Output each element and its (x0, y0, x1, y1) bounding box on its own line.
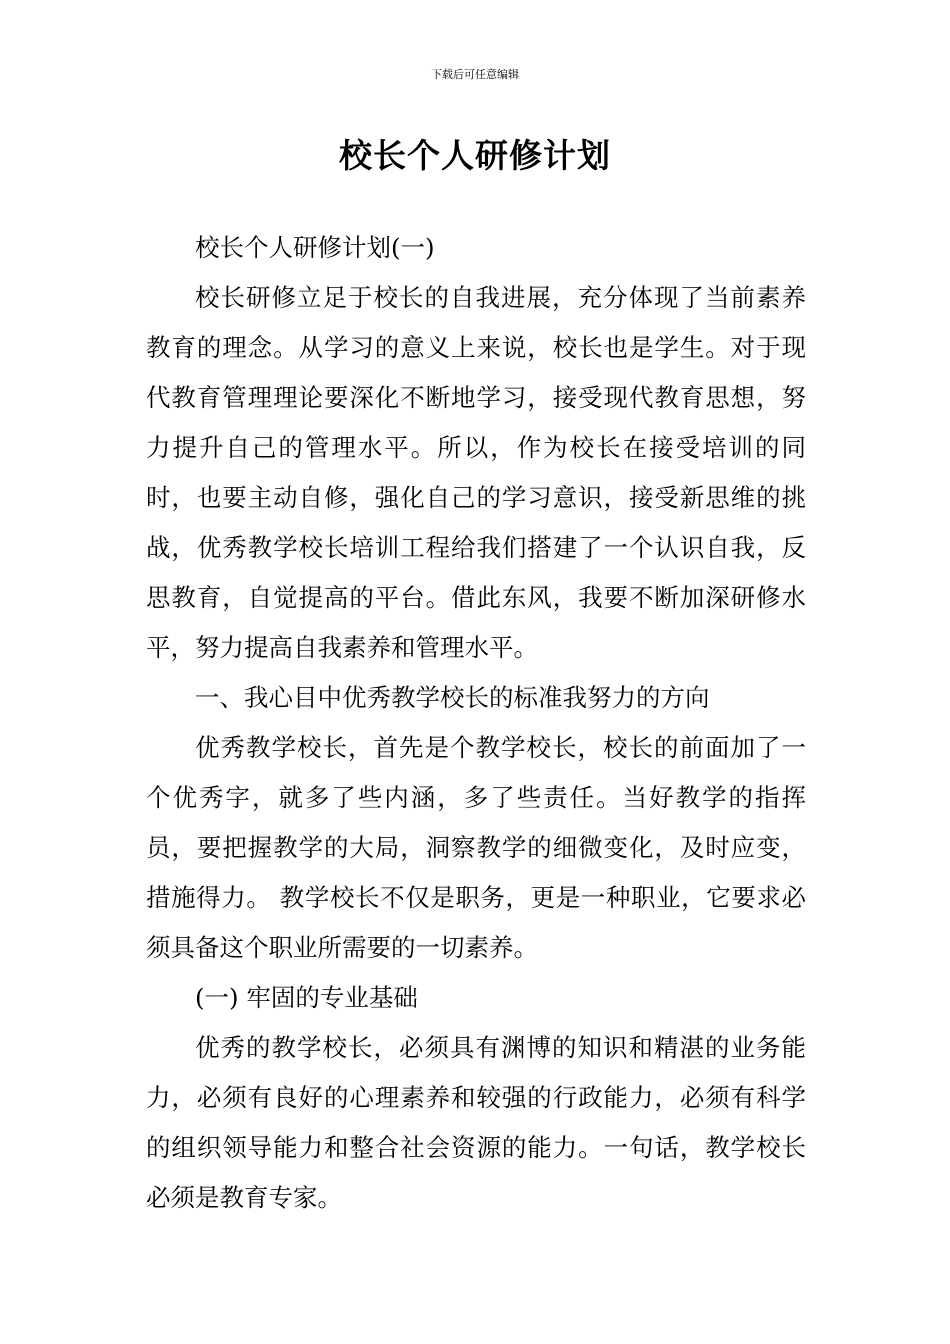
header-note: 下载后可任意编辑 (431, 68, 519, 81)
body-paragraph: 优秀的教学校长，必须具有渊博的知识和精湛的业务能力，必须有良好的心理素养和较强的行政能力，必须有科学的组织领导能力和整合社会资源的能力。一句话，教学校长必须是教育专家。 (146, 1033, 806, 1212)
body-paragraph: 校长研修立足于校长的自我进展，充分体现了当前素养教育的理念。从学习的意义上来说，校长也是学生。对于现代教育管理理论要深化不断地学习，接受现代教育思想，努力提升自己的管理水平。所以，作为校长在接受培训的同时，也要主动自修，强化自己的学习意识，接受新思维的挑战，优秀教学校长培训工程给我们搭建了一个认识自我，反思教育，自觉提高的平台。借此东风，我要不断加深研修水平，努力提高自我素养和管理水平。 (146, 283, 806, 662)
section-heading: 一、我心目中优秀教学校长的标准我努力的方向 (195, 683, 710, 712)
body-paragraph: 优秀教学校长，首先是个教学校长，校长的前面加了一个优秀字，就多了些内涵，多了些责任。当好教学的指挥员，要把握教学的大局，洞察教学的细微变化，及时应变，措施得力。 教学校长不仅是职务，更是一种职业，它要求必须具备这个职业所需要的一切素养。 (146, 733, 806, 962)
document-body (146, 223, 806, 1223)
subtitle-paragraph: 校长个人研修计划(一) (195, 233, 435, 262)
subsection-heading: (一) 牢固的专业基础 (195, 983, 418, 1012)
document-title: 校长个人研修计划 (339, 136, 611, 175)
